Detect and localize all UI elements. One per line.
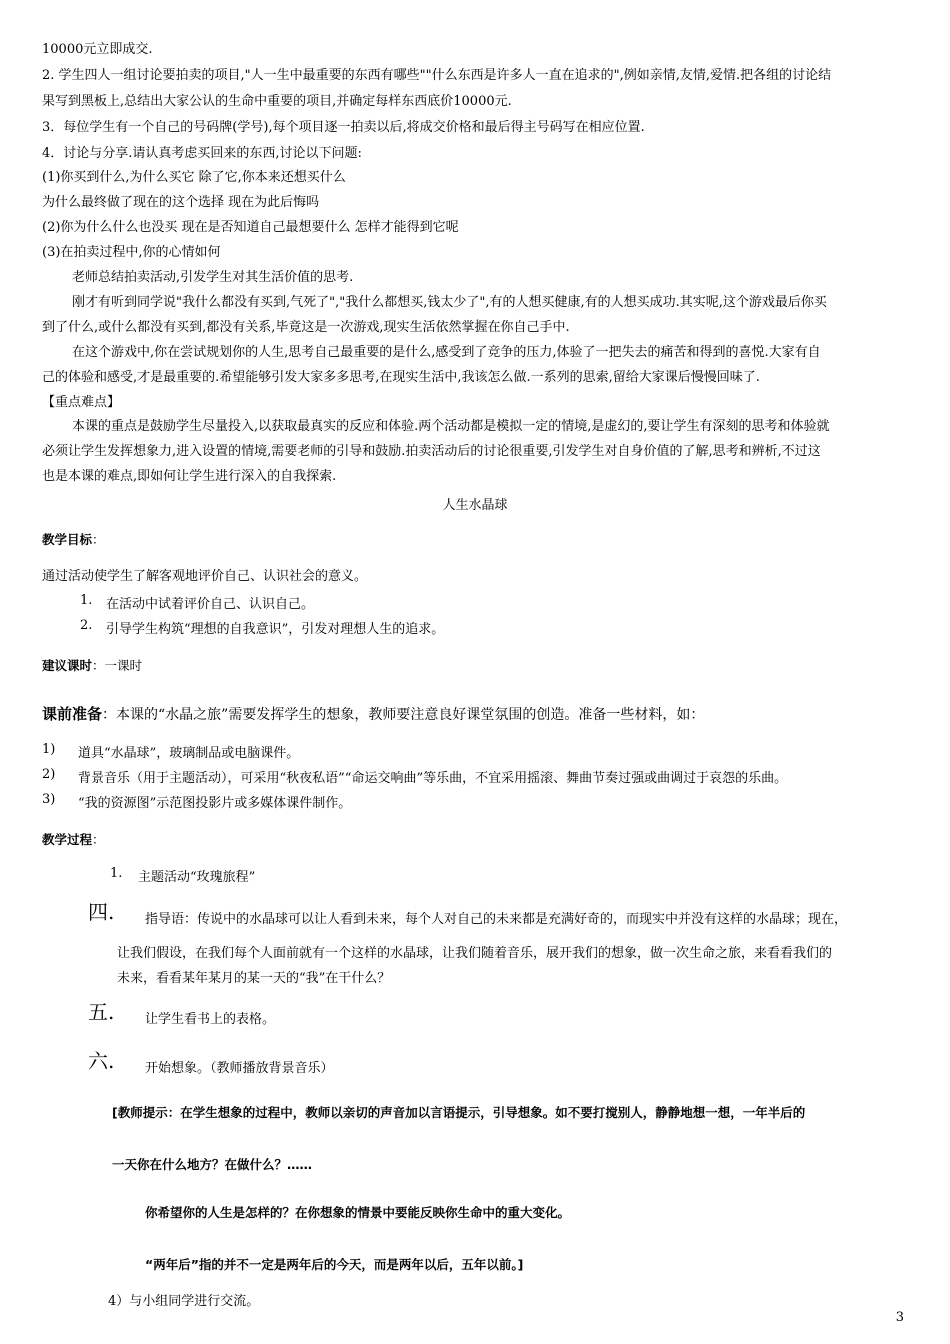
para-line: 本课的重点是鼓励学生尽量投入,以获取最真实的反应和体验.两个活动都是模拟一定的情境,是虚幻的,要让学生有深刻的思考和体验就: [72, 419, 830, 434]
para-line: (1)你买到什么,为什么买它 除了它,你本来还想买什么: [42, 170, 346, 185]
teacher-tip: 你希望你的人生是怎样的？在你想象的情景中要能反映你生命中的重大变化。: [145, 1205, 571, 1220]
prep-number: 2): [42, 767, 56, 782]
activity-number: 1.: [110, 866, 123, 881]
goals-heading: 教学目标：: [42, 532, 105, 547]
para-line: 10000元立即成交.: [42, 42, 153, 57]
hours-heading: 建议课时：一课时: [42, 658, 143, 673]
step-marker: 四.: [88, 900, 115, 924]
goal-item: 引导学生构筑“理想的自我意识”，引发对理想人生的追求。: [106, 622, 445, 637]
para-line: 必须让学生发挥想象力,进入设置的情境,需要老师的引导和鼓励.拍卖活动后的讨论很重要,引发学生对自身价值的了解,思考和辨析,不过这: [42, 444, 821, 459]
activity-title: 主题活动“玫瑰旅程”: [138, 870, 256, 885]
prep-number: 1): [42, 742, 56, 757]
lesson-title: 人生水晶球: [442, 498, 508, 513]
goal-number: 1.: [80, 593, 93, 608]
para-line: 在这个游戏中,你在尝试规划你的人生,思考自己最重要的是什么,感受到了竞争的压力,体验了一把失去的痛苦和得到的喜悦.大家有自: [72, 345, 821, 360]
para-line: 到了什么,或什么都没有买到,都没有关系,毕竟这是一次游戏,现实生活依然掌握在你自己手中.: [42, 320, 570, 335]
para-line: 刚才有听到同学说"我什么都没有买到,气死了","我什么都想买,钱太少了",有的人想买健康,有的人想买成功.其实呢,这个游戏最后你买: [72, 295, 827, 310]
prep-item: 背景音乐（用于主题活动），可采用“秋夜私语”“命运交响曲”等乐曲，不宜采用摇滚、舞曲节奏过强或曲调过于哀怨的乐曲。: [78, 771, 788, 786]
step4-text: 让我们假设，在我们每个人面前就有一个这样的水晶球，让我们随着音乐，展开我们的想象，做一次生命之旅，来看看我们的: [117, 946, 833, 961]
teacher-tip: “两年后”指的并不一定是两年后的今天，而是两年以后，五年以前。]: [145, 1257, 524, 1272]
section-heading: 【重点难点】: [42, 395, 121, 410]
para-line: 老师总结拍卖活动,引发学生对其生活价值的思考.: [72, 270, 354, 285]
goal-number: 2.: [80, 618, 93, 633]
step-marker: 五.: [88, 1000, 115, 1024]
step-last: 4）与小组同学进行交流。: [108, 1294, 260, 1309]
page-number: 3: [895, 1310, 904, 1325]
prep-item: 道具“水晶球”，玻璃制品或电脑课件。: [78, 746, 300, 761]
process-heading: 教学过程：: [42, 832, 105, 847]
para-line: 4．讨论与分享.请认真考虑买回来的东西,讨论以下问题:: [42, 146, 362, 161]
goals-intro: 通过活动使学生了解客观地评价自己、认识社会的意义。: [42, 569, 368, 584]
goal-item: 在活动中试着评价自己、认识自己。: [106, 597, 315, 612]
step4-text: 未来，看看某年某月的某一天的“我”在干什么？: [117, 971, 391, 986]
para-line: 2. 学生四人一组讨论要拍卖的项目,"人一生中最重要的东西有哪些""什么东西是许多人一直在追求的",例如亲情,友情,爱情.把各组的讨论结: [42, 68, 832, 83]
step6-text: 开始想象。（教师播放背景音乐）: [145, 1061, 334, 1076]
para-line: (2)你为什么什么也没买 现在是否知道自己最想要什么 怎样才能得到它呢: [42, 220, 459, 235]
para-line: 也是本课的难点,即如何让学生进行深入的自我探索.: [42, 469, 337, 484]
step-marker: 六.: [88, 1049, 115, 1073]
para-line: 为什么最终做了现在的这个选择 现在为此后悔吗: [42, 195, 320, 210]
prep-heading: 课前准备：本课的“水晶之旅”需要发挥学生的想象，教师要注意良好课堂氛围的创造。准备一些材料，如：: [42, 705, 705, 723]
para-line: 己的体验和感受,才是最重要的.希望能够引发大家多多思考,在现实生活中,我该怎么做.一系列的思索,留给大家课后慢慢回味了.: [42, 370, 760, 385]
prep-item: “我的资源图”示范图投影片或多媒体课件制作。: [78, 796, 352, 811]
para-line: 果写到黑板上,总结出大家公认的生命中重要的项目,并确定每样东西底价10000元.: [42, 94, 512, 109]
para-line: 3．每位学生有一个自己的号码牌(学号),每个项目逐一拍卖以后,将成交价格和最后得主号码写在相应位置.: [42, 120, 645, 135]
prep-number: 3): [42, 792, 56, 807]
teacher-tip: [教师提示：在学生想象的过程中，教师以亲切的声音加以言语提示，引导想象。如不要打搅别人，静静地想一想，一年半后的: [112, 1105, 806, 1120]
step5-text: 让学生看书上的表格。: [145, 1012, 276, 1027]
para-line: (3)在拍卖过程中,你的心情如何: [42, 245, 221, 260]
step4-text: 指导语：传说中的水晶球可以让人看到未来，每个人对自己的未来都是充满好奇的，而现实中并没有这样的水晶球；现在，: [145, 912, 848, 927]
teacher-tip: 一天你在什么地方？在做什么？……: [112, 1157, 313, 1172]
